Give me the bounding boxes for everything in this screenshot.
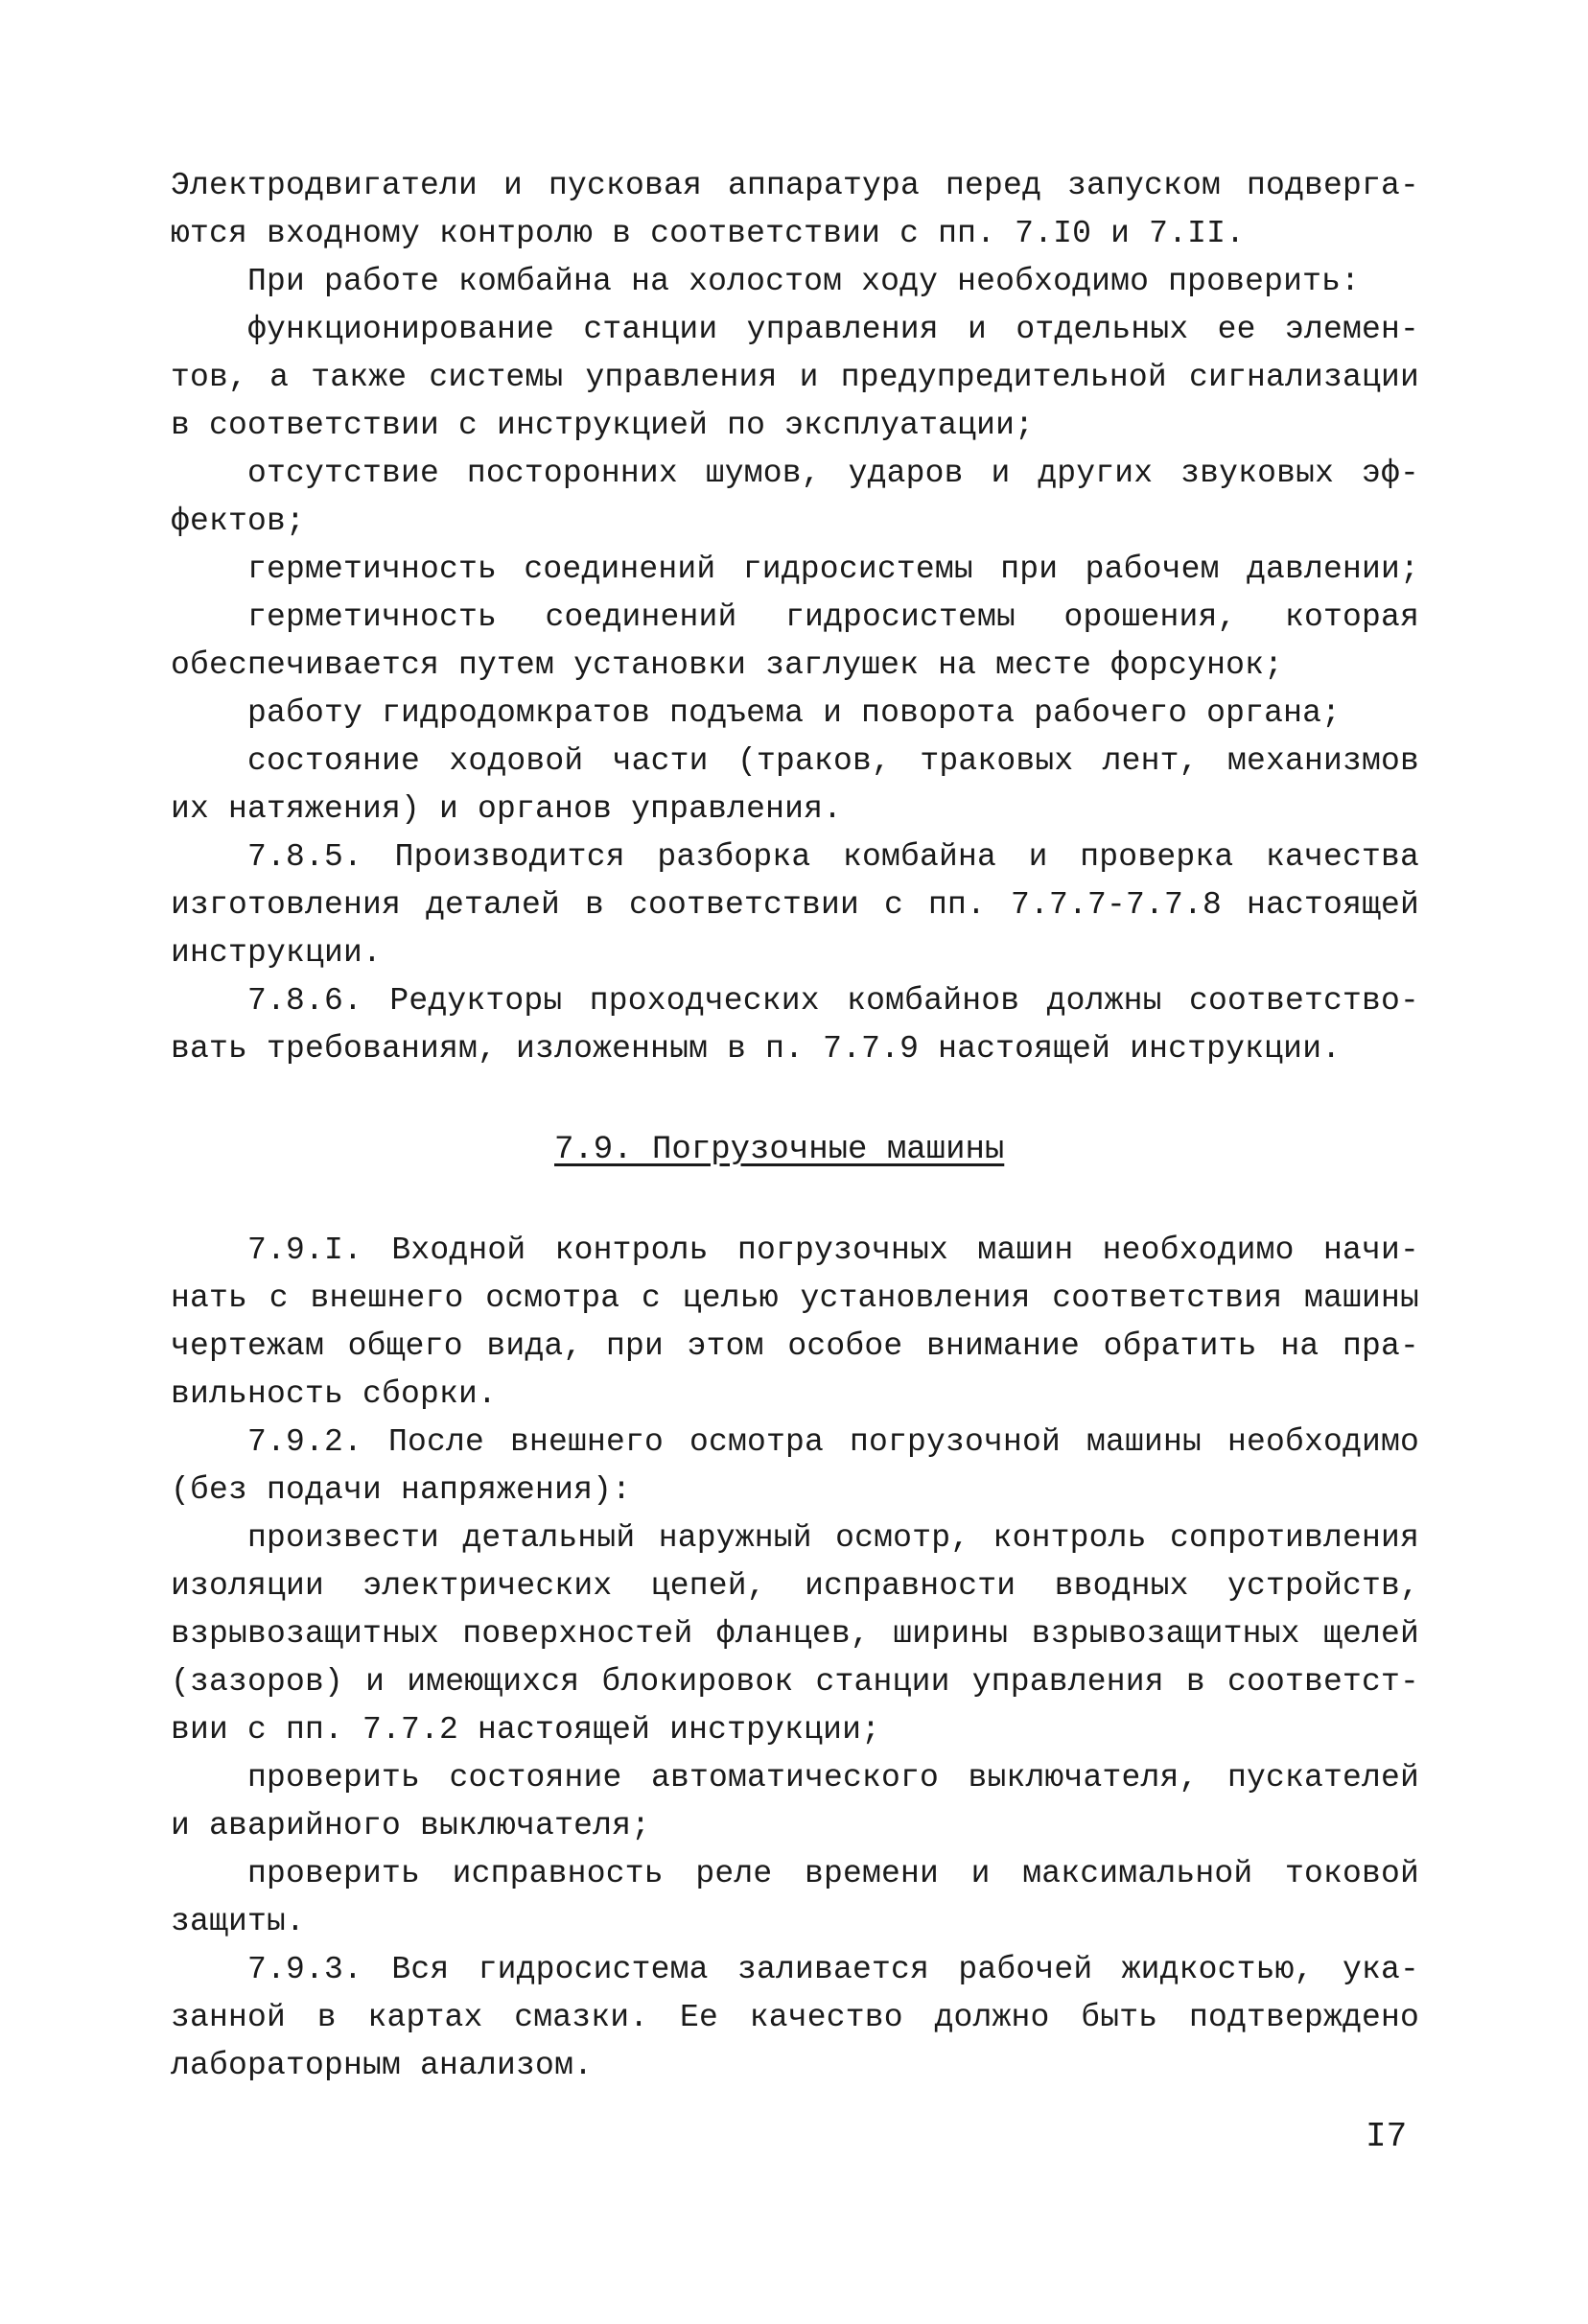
text-line: отсутствие посторонних шумов, ударов и других звуковых эф-	[247, 456, 1419, 491]
text-line: Электродвигатели и пусковая аппаратура перед запуском подверга-	[171, 168, 1419, 203]
text-line: При работе комбайна на холостом ходу необходимо проверить:	[247, 264, 1361, 299]
text-line: работу гидродомкратов подъема и поворота рабочего органа;	[247, 695, 1342, 731]
text-line: тов, а также системы управления и предупредительной сигнализации	[171, 360, 1419, 395]
text-line: инструкции.	[171, 935, 383, 971]
text-line: герметичность соединений гидросистемы орошения, которая	[247, 599, 1419, 635]
text-line: 7.9.3. Вся гидросистема заливается рабочей жидкостью, ука-	[247, 1952, 1419, 1987]
text-line: взрывозащитных поверхностей фланцев, ширины взрывозащитных щелей	[171, 1616, 1419, 1652]
text-line: произвести детальный наружный осмотр, контроль сопротивления	[247, 1520, 1419, 1556]
text-line: функционирование станции управления и отдельных ее элемен-	[247, 312, 1419, 347]
section-heading: 7.9. Погрузочные машины	[554, 1132, 1005, 1168]
text-line: изоляции электрических цепей, исправности вводных устройств,	[171, 1568, 1419, 1604]
text-line: герметичность соединений гидросистемы при рабочем давлении;	[247, 552, 1419, 587]
text-line: ются входному контролю в соответствии с пп. 7.I0 и 7.II.	[171, 216, 1246, 251]
text-line: проверить исправность реле времени и максимальной токовой	[247, 1856, 1419, 1891]
text-line: в соответствии с инструкцией по эксплуатации;	[171, 408, 1035, 443]
text-line: фектов;	[171, 504, 306, 539]
text-line: обеспечивается путем установки заглушек на месте форсунок;	[171, 647, 1284, 683]
text-line: нать с внешнего осмотра с целью установления соответствия машины	[171, 1280, 1419, 1316]
text-line: 7.8.5. Производится разборка комбайна и проверка качества	[247, 839, 1419, 875]
text-line: 7.9.I. Входной контроль погрузочных машин необходимо начи-	[247, 1232, 1419, 1268]
text-line: (зазоров) и имеющихся блокировок станции управления в соответст-	[171, 1664, 1419, 1700]
text-line: и аварийного выключателя;	[171, 1808, 651, 1843]
text-line: (без подачи напряжения):	[171, 1472, 632, 1508]
text-line: защиты.	[171, 1904, 306, 1939]
text-line: изготовления деталей в соответствии с пп. 7.7.7-7.7.8 настоящей	[171, 887, 1419, 923]
text-line: состояние ходовой части (траков, траковых лент, механизмов	[247, 743, 1419, 779]
page-number: I7	[1366, 2117, 1408, 2156]
text-line: проверить состояние автоматического выключателя, пускателей	[247, 1760, 1419, 1796]
text-line: их натяжения) и органов управления.	[171, 791, 843, 827]
text-line: чертежам общего вида, при этом особое внимание обратить на пра-	[171, 1328, 1419, 1364]
text-line: вильность сборки.	[171, 1376, 498, 1412]
text-line: занной в картах смазки. Ее качество должно быть подтверждено	[171, 2000, 1419, 2035]
text-line: вать требованиям, изложенным в п. 7.7.9 настоящей инструкции.	[171, 1031, 1342, 1067]
text-line: 7.9.2. После внешнего осмотра погрузочной машины необходимо	[247, 1424, 1419, 1460]
text-line: вии с пп. 7.7.2 настоящей инструкции;	[171, 1712, 881, 1748]
text-line: 7.8.6. Редукторы проходческих комбайнов должны соответство-	[247, 983, 1419, 1019]
text-line: лабораторным анализом.	[171, 2048, 594, 2083]
